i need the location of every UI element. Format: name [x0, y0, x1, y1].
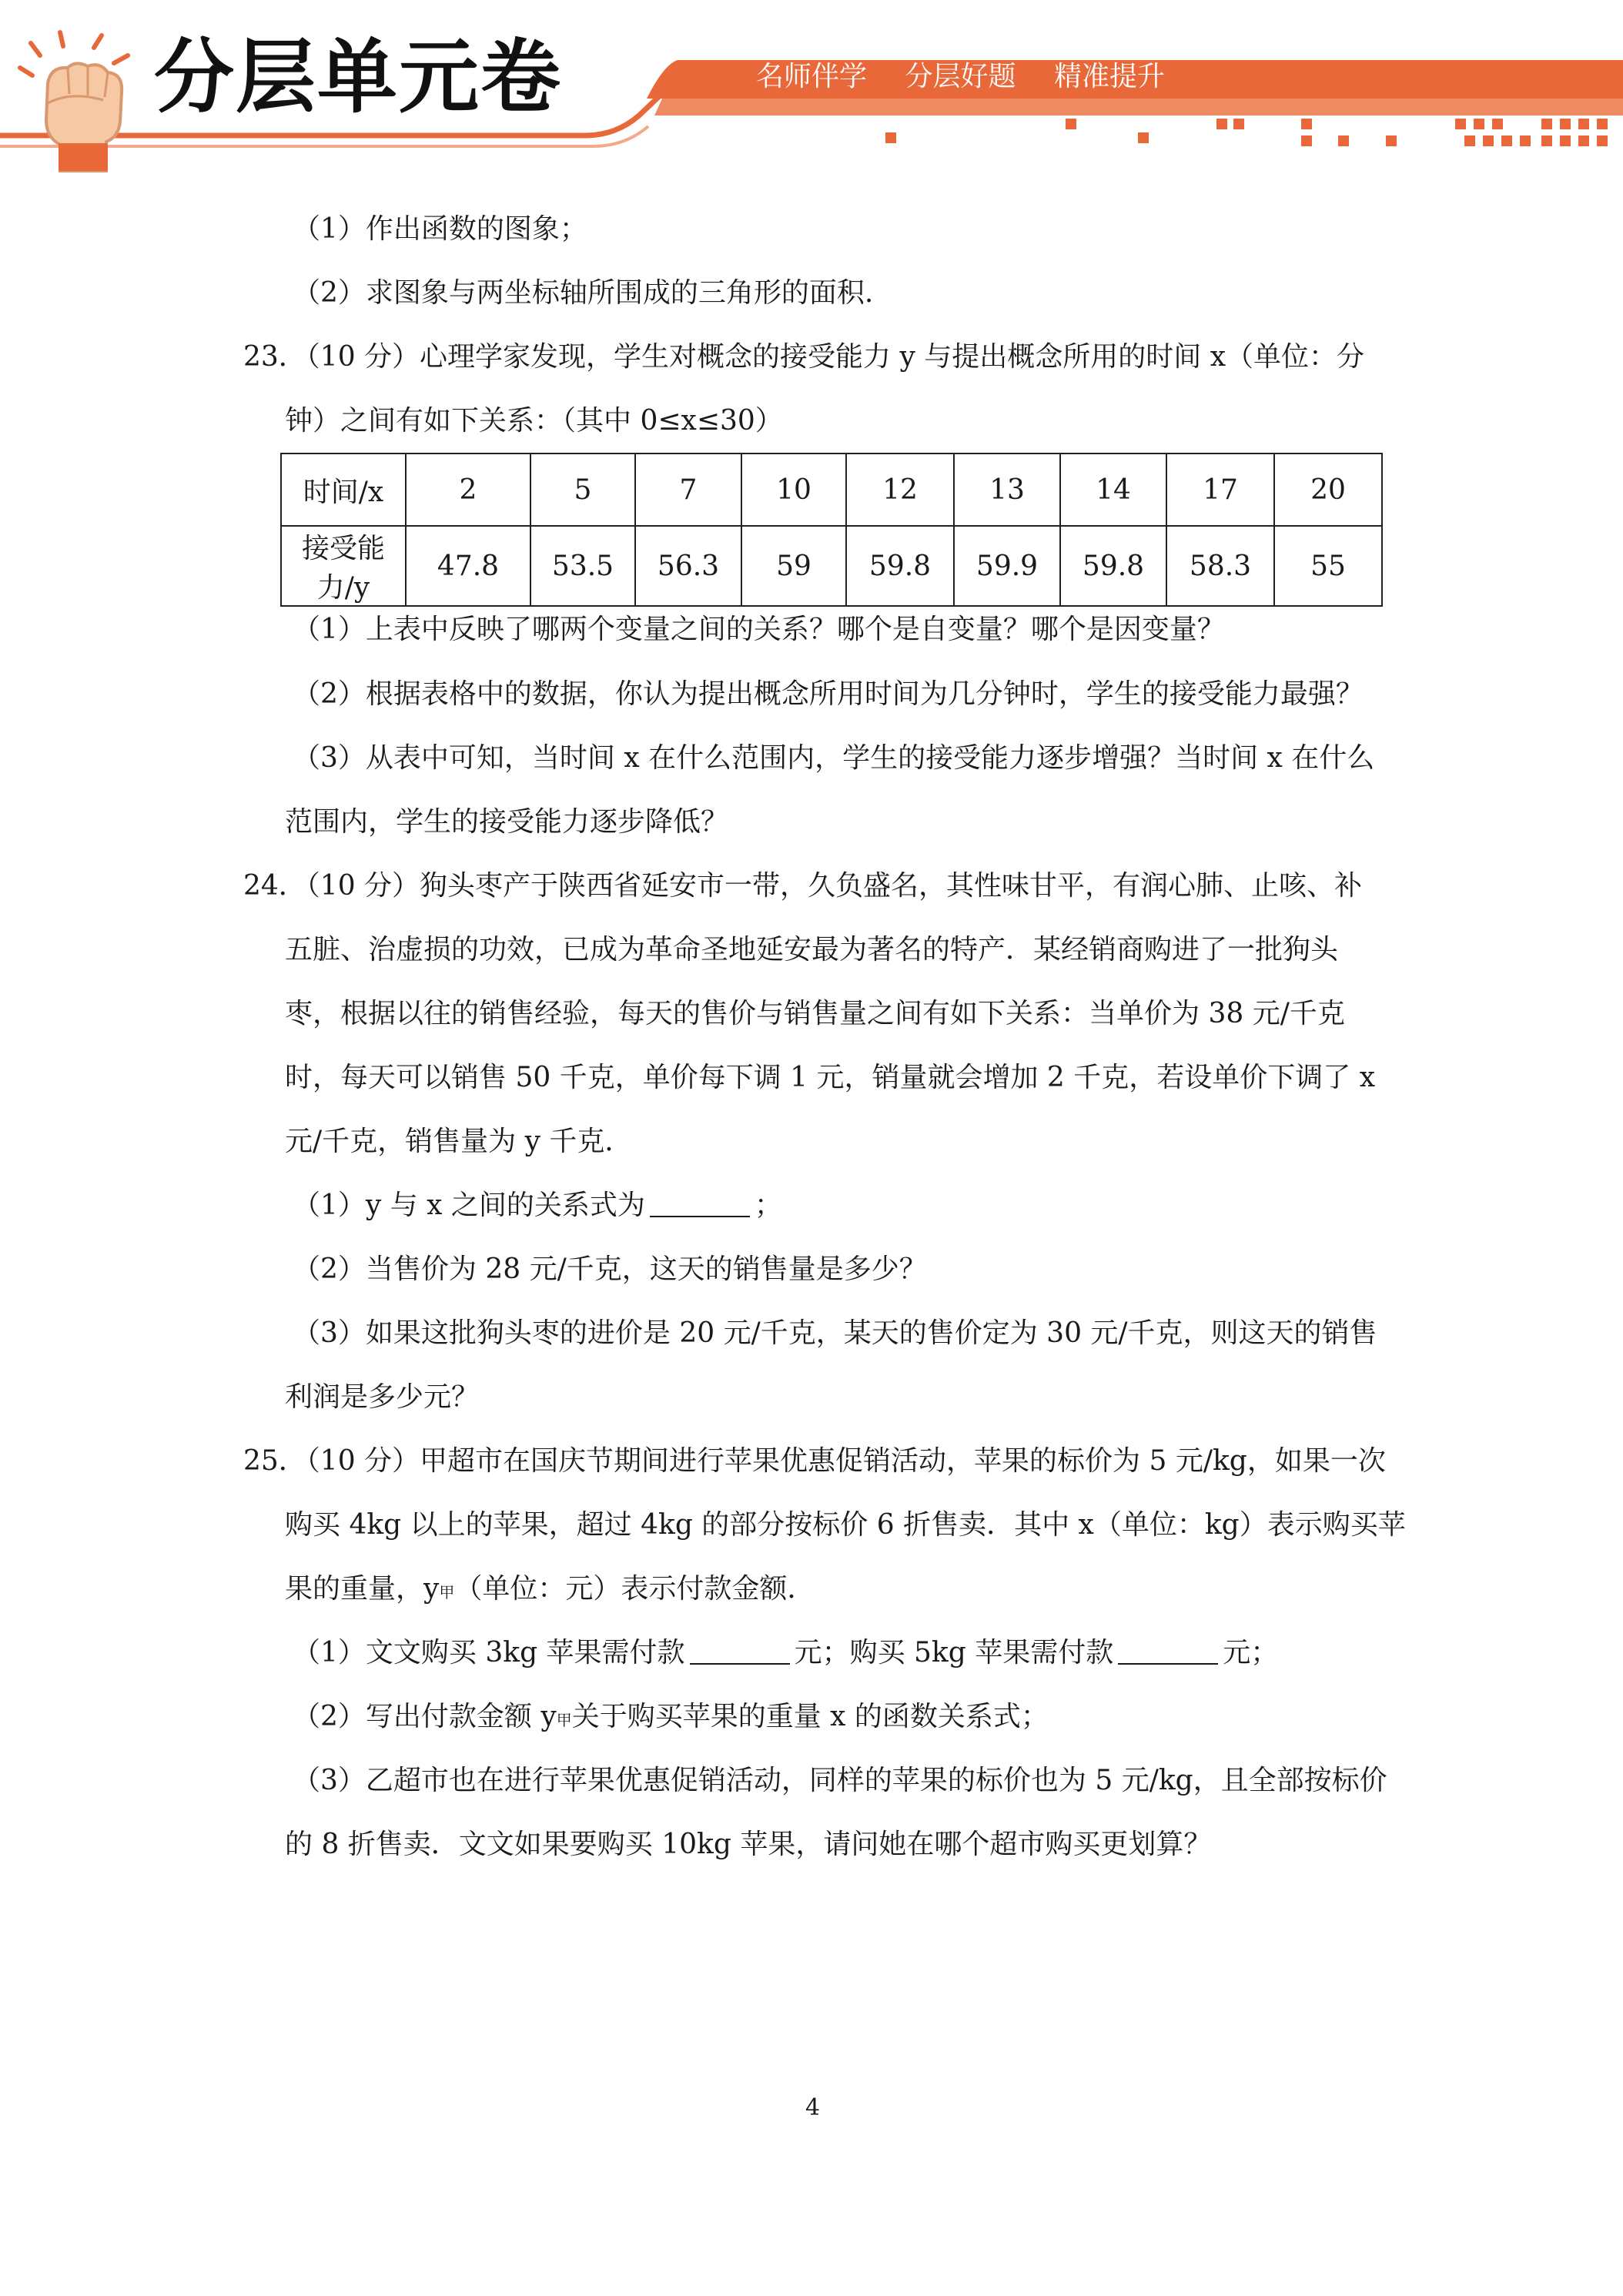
q23-sub1: （1）上表中反映了哪两个变量之间的关系？哪个是自变量？哪个是因变量？: [293, 614, 1225, 645]
brand-title: 分层单元卷: [154, 30, 563, 124]
q25-stem-3-rest: （单位：元）表示付款金额．: [454, 1573, 815, 1605]
answer-blank[interactable]: [650, 1193, 750, 1217]
table-cell: 13: [954, 454, 1060, 526]
table-row-time: [281, 454, 1382, 526]
q25-stem-line-2: 购买 4kg 以上的苹果，超过 4kg 的部分按标价 6 折售卖．其中 x（单位：kg）表示购买苹: [285, 1509, 1406, 1541]
table-cell: 59: [741, 526, 846, 606]
table-cell: 53.5: [530, 526, 635, 606]
slogan-3: 精准提升: [1053, 61, 1165, 92]
table-header-cell: 接受能力/y: [281, 526, 406, 606]
subscript-jia: 甲: [556, 1711, 572, 1729]
table-cell: 59.9: [954, 526, 1060, 606]
table-cell: 5: [530, 454, 635, 526]
q24-stem-line-1: 24．（10 分）狗头枣产于陕西省延安市一带，久负盛名，其性味甘平，有润心肺、止咳、补: [243, 870, 1363, 902]
q24-sub1-text: （1）y 与 x 之间的关系式为: [293, 1190, 645, 1221]
table-cell: 7: [635, 454, 741, 526]
q23-sub3-line-1: （3）从表中可知，当时间 x 在什么范围内，学生的接受能力逐步增强？当时间 x 在什么: [293, 742, 1375, 774]
q24-sub3-line-1: （3）如果这批狗头枣的进价是 20 元/千克，某天的售价定为 30 元/千克，则这天的销售: [293, 1317, 1377, 1349]
table-cell: 17: [1166, 454, 1274, 526]
q25-sub3-line-2: 的 8 折售卖．文文如果要购买 10kg 苹果，请问她在哪个超市购买更划算？: [285, 1829, 1212, 1860]
q25-stem-line-1: 25．（10 分）甲超市在国庆节期间进行苹果优惠促销活动，苹果的标价为 5 元/kg，如果一次: [243, 1445, 1386, 1477]
q23-stem-line-2: 钟）之间有如下关系：（其中 0≤x≤30）: [285, 405, 783, 437]
q23-data-table: [280, 453, 1383, 607]
table-cell: 14: [1060, 454, 1166, 526]
slogan-2: 分层好题: [905, 61, 1016, 92]
table-cell: 10: [741, 454, 846, 526]
table-cell: 55: [1274, 526, 1382, 606]
slogan-1: 名师伴学: [756, 61, 868, 92]
table-cell: 20: [1274, 454, 1382, 526]
q24-sub1: [293, 1190, 782, 1221]
table-cell: 47.8: [406, 526, 530, 606]
q25-sub1-text-c: 元；: [1223, 1637, 1279, 1668]
prev-question-sub2: （2）求图象与两坐标轴所围成的三角形的面积.: [293, 277, 874, 309]
q24-stem-line-2: 五脏、治虚损的功效，已成为革命圣地延安最为著名的特产．某经销商购进了一批狗头: [285, 934, 1339, 966]
subscript-jia: 甲: [439, 1583, 455, 1602]
page-header: [0, 0, 1623, 177]
q25-stem-line-3: [285, 1574, 815, 1608]
table-header-cell: 时间/x: [281, 454, 406, 526]
raised-fist-icon: [17, 29, 146, 172]
prev-question-sub1: （1）作出函数的图象；: [293, 213, 587, 245]
q24-sub2: （2）当售价为 28 元/千克，这天的销售量是多少？: [293, 1253, 927, 1285]
q25-sub1: [293, 1638, 1278, 1668]
header-slogan: [756, 63, 1194, 91]
answer-blank[interactable]: [690, 1640, 790, 1665]
q25-sub3-line-1: （3）乙超市也在进行苹果优惠促销活动，同样的苹果的标价也为 5 元/kg，且全部按标价: [293, 1765, 1387, 1796]
q25-sub1-text-b: 元；购买 5kg 苹果需付款: [794, 1637, 1114, 1668]
q25-sub1-text-a: （1）文文购买 3kg 苹果需付款: [293, 1637, 685, 1668]
q23-sub3-line-2: 范围内，学生的接受能力逐步降低？: [285, 806, 729, 838]
table-cell: 12: [846, 454, 954, 526]
table-cell: 2: [406, 454, 530, 526]
q24-stem-line-5: 元/千克，销售量为 y 千克．: [285, 1126, 633, 1157]
table-cell: 59.8: [1060, 526, 1166, 606]
q25-sub2: [293, 1702, 1049, 1735]
table-cell: 58.3: [1166, 526, 1274, 606]
table-cell: 59.8: [846, 526, 954, 606]
q25-sub2-text-b: 关于购买苹果的重量 x 的函数关系式；: [571, 1701, 1049, 1732]
q23-stem-line-1: 23．（10 分）心理学家发现，学生对概念的接受能力 y 与提出概念所用的时间 x（单位：分: [243, 341, 1365, 373]
q24-sub1-end: ；: [754, 1190, 782, 1221]
q24-stem-line-4: 时，每天可以销售 50 千克，单价每下调 1 元，销量就会增加 2 千克，若设单价下调了 x: [285, 1062, 1376, 1093]
q24-stem-line-3: 枣，根据以往的销售经验，每天的售价与销售量之间有如下关系：当单价为 38 元/千克: [285, 998, 1345, 1029]
q25-stem-3-text: 果的重量，y: [285, 1573, 440, 1605]
answer-blank[interactable]: [1118, 1640, 1218, 1665]
table-cell: 56.3: [635, 526, 741, 606]
q24-sub3-line-2: 利润是多少元？: [285, 1381, 480, 1413]
q23-sub2: （2）根据表格中的数据，你认为提出概念所用时间为几分钟时，学生的接受能力最强？: [293, 678, 1364, 710]
table-row-ability: [281, 526, 1382, 606]
q25-sub2-text-a: （2）写出付款金额 y: [293, 1701, 557, 1732]
page-number: 4: [805, 2094, 821, 2121]
